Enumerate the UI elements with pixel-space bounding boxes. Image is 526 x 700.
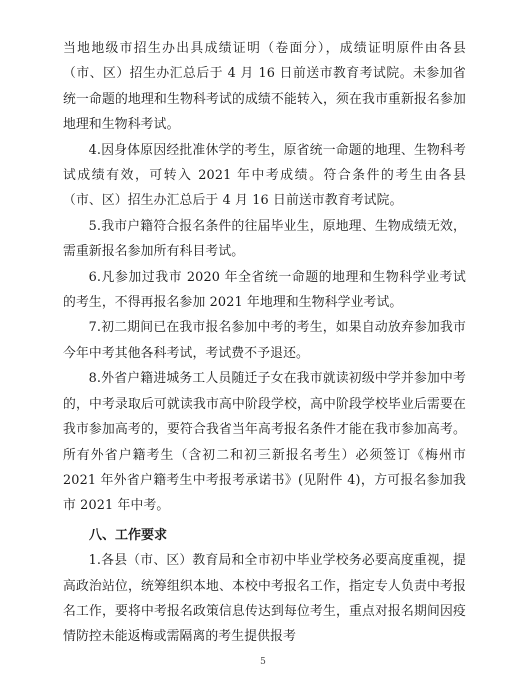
section-heading: 八、工作要求 xyxy=(89,527,168,543)
page-number: 5 xyxy=(260,657,266,667)
paragraph-continuation: 当地地级市招生办出具成绩证明（卷面分），成绩证明原件由各县（市、区）招生办汇总后于 4 月 16 日前送市教育考试院。未参加省统一命题的地理和生物科考试的成绩不能转入，须在我市重新报名参加地理和生物科考试。 xyxy=(63,41,466,133)
paragraph-item-7: 7.初二期间已在我市报名参加中考的考生，如果自动放弃参加我市今年中考其他各科考试，考试费不予退还。 xyxy=(63,320,466,361)
paragraph-work-requirement-1: 1.各县（市、区）教育局和全市初中毕业学校务必要高度重视，提高政治站位，统筹组织本地、本校中考报名工作，指定专人负责中考报名工作，要将中考报名政策信息传达到每位考生，重点对报名期间因疫情防控未能返梅或需隔离的考生提供报考 xyxy=(63,553,466,645)
paragraph-item-4: 4.因身体原因经批准休学的考生，原省统一命题的地理、生物科考试成绩有效，可转入 2021 年中考成绩。符合条件的考生由各县（市、区）招生办汇总后于 4 月 16 日前送市教育考试院。 xyxy=(63,142,466,209)
paragraph-item-5: 5.我市户籍符合报名条件的往届毕业生，原地理、生物成绩无效，需重新报名参加所有科目考试。 xyxy=(63,218,466,260)
paragraph-item-8: 8.外省户籍进城务工人员随迁子女在我市就读初级中学并参加中考的，中考录取后可就读我市高中阶段学校，高中阶段学校毕业后需要在我市参加高考的，要符合我省当年高考报名条件才能在我市参加高考。所有外省户籍考生（含初二和初三新报名考生）必须签订《梅州市 2021 年外省户籍考生中考报考承诺书》(见附件 4)，方可报名参加我市 2021 年中考。 xyxy=(63,371,466,514)
paragraph-item-6: 6.凡参加过我市 2020 年全省统一命题的地理和生物科学业考试的考生，不得再报名参加 2021 年地理和生物科学业考试。 xyxy=(63,269,466,311)
